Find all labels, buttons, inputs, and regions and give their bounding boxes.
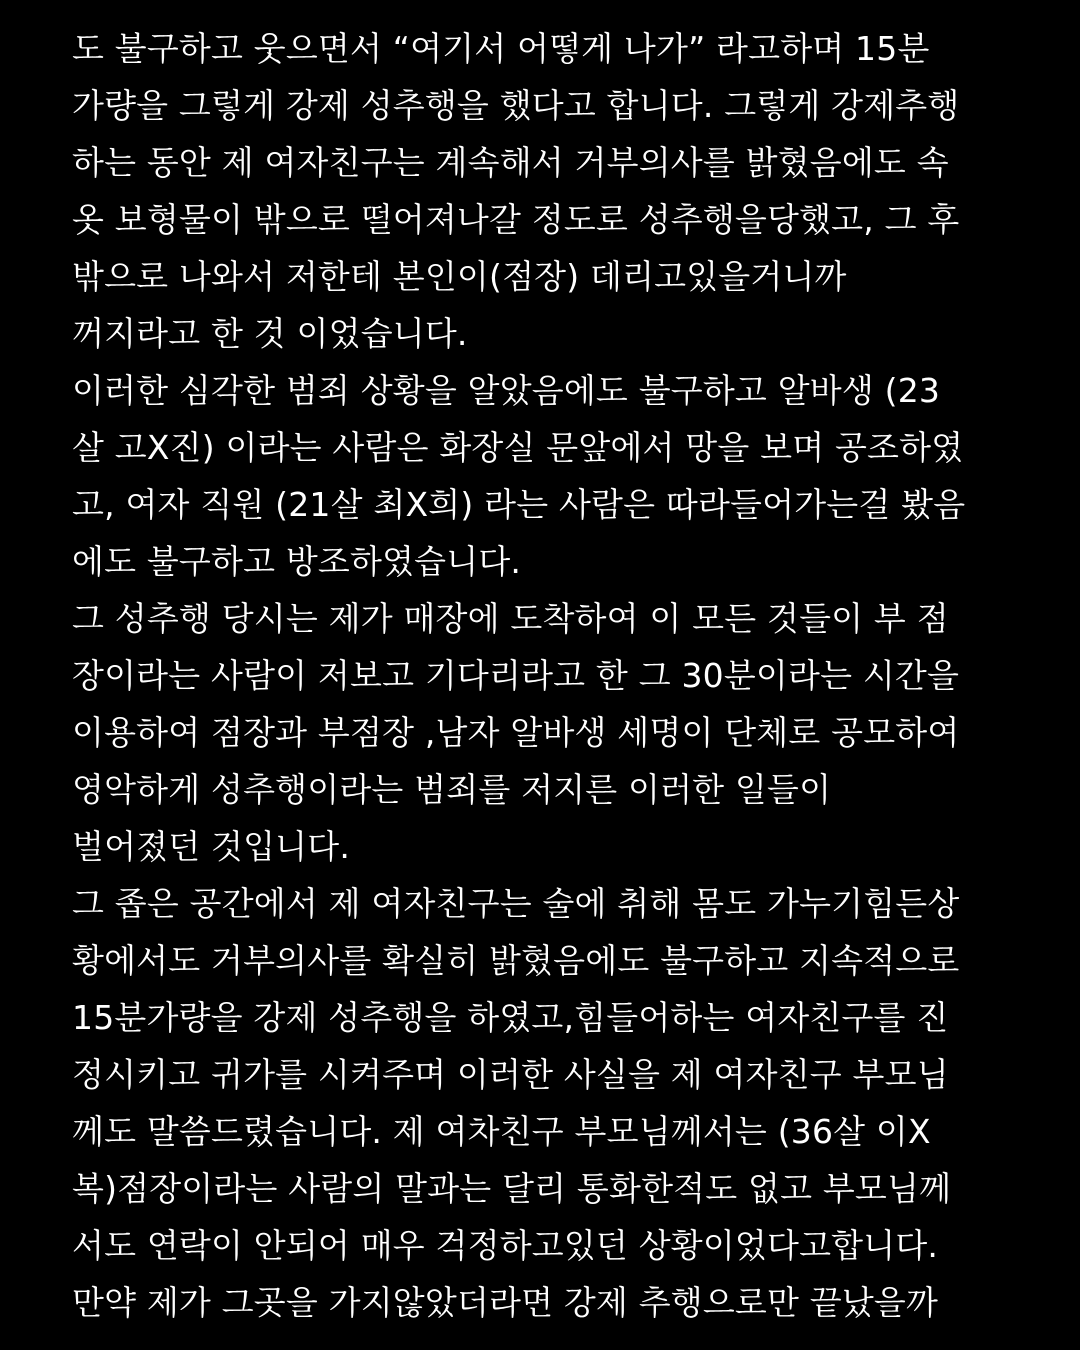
text-line: 하는 동안 제 여자친구는 계속해서 거부의사를 밝혔음에도 속	[72, 143, 949, 182]
text-line: 정시키고 귀가를 시켜주며 이러한 사실을 제 여자친구 부모님	[72, 1055, 949, 1094]
text-line: 만약 제가 그곳을 가지않았더라면 강제 추행으로만 끝났을까	[72, 1283, 939, 1322]
text-line: 이용하여 점장과 부점장 ,남자 알바생 세명이 단체로 공모하여	[72, 713, 960, 752]
text-line: 장이라는 사람이 저보고 기다리라고 한 그 30분이라는 시간을	[72, 656, 960, 695]
text-line: 고, 여자 직원 (21살 최X희) 라는 사람은 따라들어가는걸 봤음	[72, 485, 966, 524]
text-line: 그 좁은 공간에서 제 여자친구는 술에 취해 몸도 가누기힘든상	[72, 884, 960, 923]
text-line: 옷 보형물이 밖으로 떨어져나갈 정도로 성추행을당했고, 그 후	[72, 200, 960, 239]
text-line: 복)점장이라는 사람의 말과는 달리 통화한적도 없고 부모님께	[72, 1169, 952, 1208]
text-line: 영악하게 성추행이라는 범죄를 저지른 이러한 일들이	[72, 770, 832, 809]
text-line: 그 성추행 당시는 제가 매장에 도착하여 이 모든 것들이 부 점	[72, 599, 949, 638]
text-line: 에도 불구하고 방조하였습니다.	[72, 542, 522, 581]
text-line: 꺼지라고 한 것 이었습니다.	[72, 314, 468, 353]
text-line: 이러한 심각한 범죄 상황을 알았음에도 불구하고 알바생 (23	[72, 371, 941, 410]
text-line: 밖으로 나와서 저한테 본인이(점장) 데리고있을거니까	[72, 257, 847, 296]
text-line: 벌어졌던 것입니다.	[72, 827, 351, 866]
text-line: 께도 말씀드렸습니다. 제 여차친구 부모님께서는 (36살 이X	[72, 1112, 931, 1151]
text-line: 황에서도 거부의사를 확실히 밝혔음에도 불구하고 지속적으로	[72, 941, 960, 980]
document-text-body	[72, 20, 1032, 1331]
text-line: 살 고X진) 이라는 사람은 화장실 문앞에서 망을 보며 공조하였	[72, 428, 964, 467]
text-line: 도 불구하고 웃으면서 “여기서 어떻게 나가” 라고하며 15분	[72, 29, 930, 68]
text-line: 서도 연락이 안되어 매우 걱정하고있던 상황이었다고합니다.	[72, 1226, 939, 1265]
text-line: 15분가량을 강제 성추행을 하였고,힘들어하는 여자친구를 진	[72, 998, 949, 1037]
text-line: 가량을 그렇게 강제 성추행을 했다고 합니다. 그렇게 강제추행	[72, 86, 960, 125]
